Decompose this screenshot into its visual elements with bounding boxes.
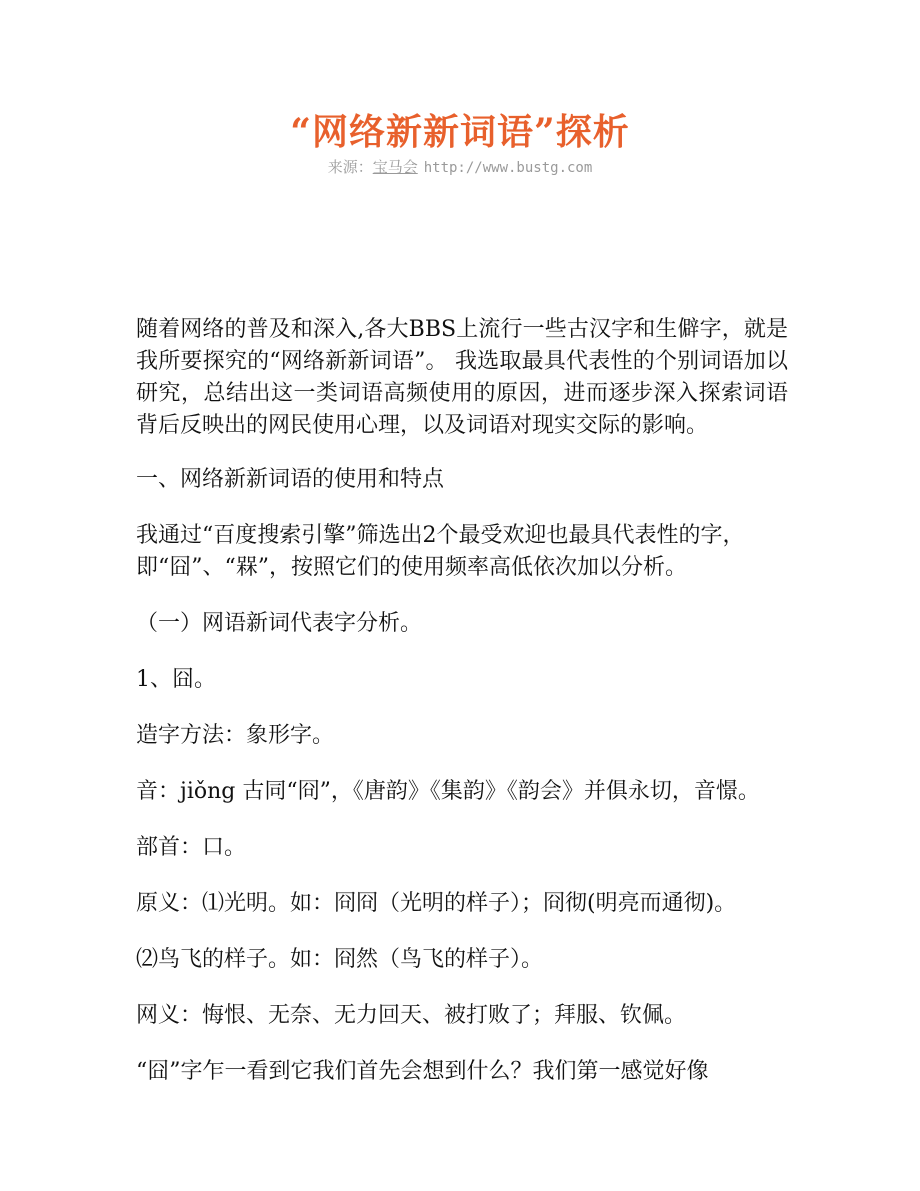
document-title: “网络新新词语”探析 [290,111,630,153]
paragraph: 音：jiǒng 古同“冏”，《唐韵》《集韵》《韵会》并俱永切，音憬。 [136,779,760,804]
subsection-heading: （一）网语新词代表字分析。 [136,611,423,636]
section-heading: 一、网络新新词语的使用和特点 [136,467,445,492]
paragraph: 造字方法：象形字。 [136,723,335,748]
paragraph-intro: 随着网络的普及和深入,各大BBS上流行一些古汉字和生僻字，就是我所要探究的“网络新新词语”。 我选取最具代表性的个别词语加以研究，总结出这一类词语高频使用的原因，进而逐步深入探索词语背后反映出的网民使用心理，以及词语对现实交际的影响。 [136,317,788,438]
document-body [136,314,788,1112]
source-label: 来源： [327,158,373,176]
paragraph: 部首：口。 [136,835,247,860]
paragraph: “囧”字乍一看到它我们首先会想到什么？我们第一感觉好像 [136,1059,709,1084]
paragraph: 原义：⑴光明。如：冏冏（光明的样子）；冏彻(明亮而通彻)。 [136,891,737,916]
paragraph: ⑵鸟飞的样子。如：冏然（鸟飞的样子）。 [136,947,544,972]
item-heading: 1、囧。 [136,667,216,692]
source-url: http://www.bustg.com [423,160,593,176]
paragraph: 网义：悔恨、无奈、无力回天、被打败了；拜服、钦佩。 [136,1003,687,1028]
source-line [0,156,920,179]
paragraph: 我通过“百度搜索引擎”筛选出2个最受欢迎也最具代表性的字，即“囧”、“槑”，按照它们的使用频率高低依次加以分析。 [136,523,745,580]
source-link[interactable]: 宝马会 [372,158,418,176]
